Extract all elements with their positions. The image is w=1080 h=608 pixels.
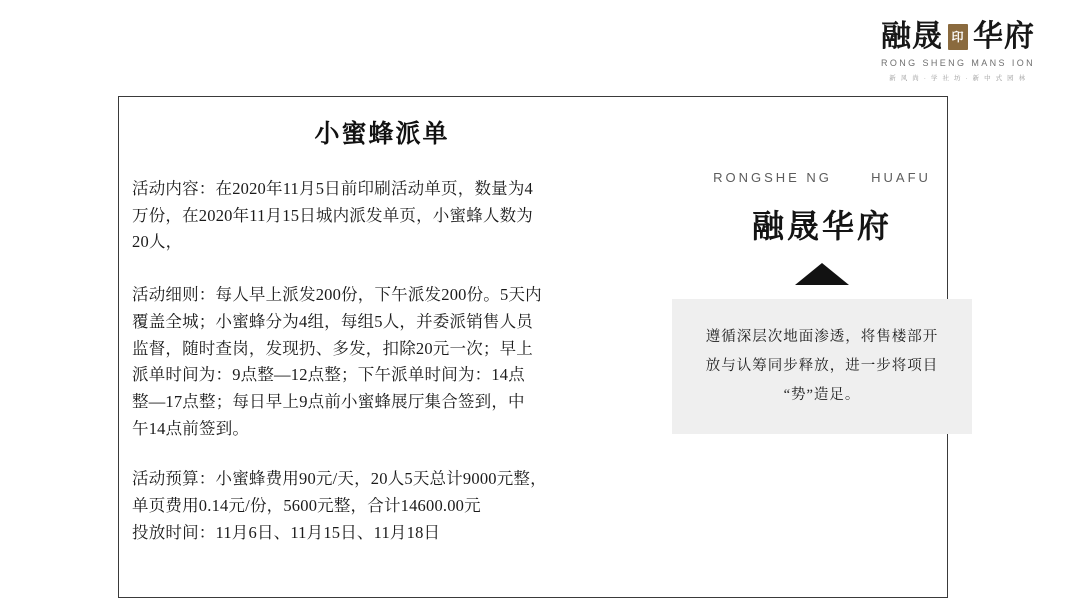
text-line: 活动细则：每人早上派发200份，下午派发200份。5天内 xyxy=(132,285,542,305)
text-line: 20人， xyxy=(132,232,183,252)
text-line: 单页费用0.14元/份，5600元整，合计14600.00元 xyxy=(132,496,481,516)
note-line: 遵循深层次地面渗透，将售楼部开 xyxy=(705,329,939,345)
section-activity-budget xyxy=(132,466,632,546)
note-box xyxy=(672,299,972,434)
text-line: 派单时间为：9点整—12点整；下午派单时间为：14点 xyxy=(132,365,525,385)
brand-tagline: 新 风 尚 · 学 社 坊 · 新 中 式 园 林 xyxy=(889,75,1027,82)
project-pinyin xyxy=(672,170,972,185)
section-activity-content xyxy=(132,176,632,256)
project-pinyin-left: RONGSHE NG xyxy=(713,170,832,185)
text-line: 投放时间：11月6日、11月15日、11月18日 xyxy=(132,522,441,542)
text-line: 覆盖全城；小蜜蜂分为4组，每组5人，并委派销售人员 xyxy=(132,311,533,331)
note-line: “势”造足。 xyxy=(783,387,861,403)
text-line: 活动内容：在2020年11月5日前印刷活动单页，数量为4 xyxy=(132,179,533,198)
right-panel xyxy=(672,170,972,434)
brand-name-second: 华府 xyxy=(973,20,1035,53)
triangle-icon xyxy=(795,263,849,285)
document-body xyxy=(132,100,632,547)
section-activity-rules xyxy=(132,282,632,442)
project-pinyin-right: HUAFU xyxy=(871,170,931,185)
note-text xyxy=(706,323,939,410)
text-line: 监督，随时查岗，发现扔、多发，扣除20元一次；早上 xyxy=(132,338,533,358)
brand-seal-icon: 印 xyxy=(948,24,968,50)
page-title: 小蜜蜂派单 xyxy=(314,121,450,148)
brand-name-first: 融晟 xyxy=(881,20,943,53)
text-line: 整—17点整；每日早上9点前小蜜蜂展厅集合签到，中 xyxy=(132,392,525,412)
brand-logo xyxy=(858,22,1058,82)
text-line: 午14点前签到。 xyxy=(132,418,250,438)
brand-pinyin: RONG SHENG MANS ION xyxy=(880,58,1036,68)
text-line: 万份，在2020年11月15日城内派发单页，小蜜蜂人数为 xyxy=(132,205,533,225)
brand-name-row xyxy=(858,22,1058,52)
note-line: 放与认筹同步释放，进一步将项目 xyxy=(705,358,939,374)
text-line: 活动预算：小蜜蜂费用90元/天，20人5天总计9000元整， xyxy=(132,469,547,489)
project-name: 融晟华府 xyxy=(751,208,892,244)
